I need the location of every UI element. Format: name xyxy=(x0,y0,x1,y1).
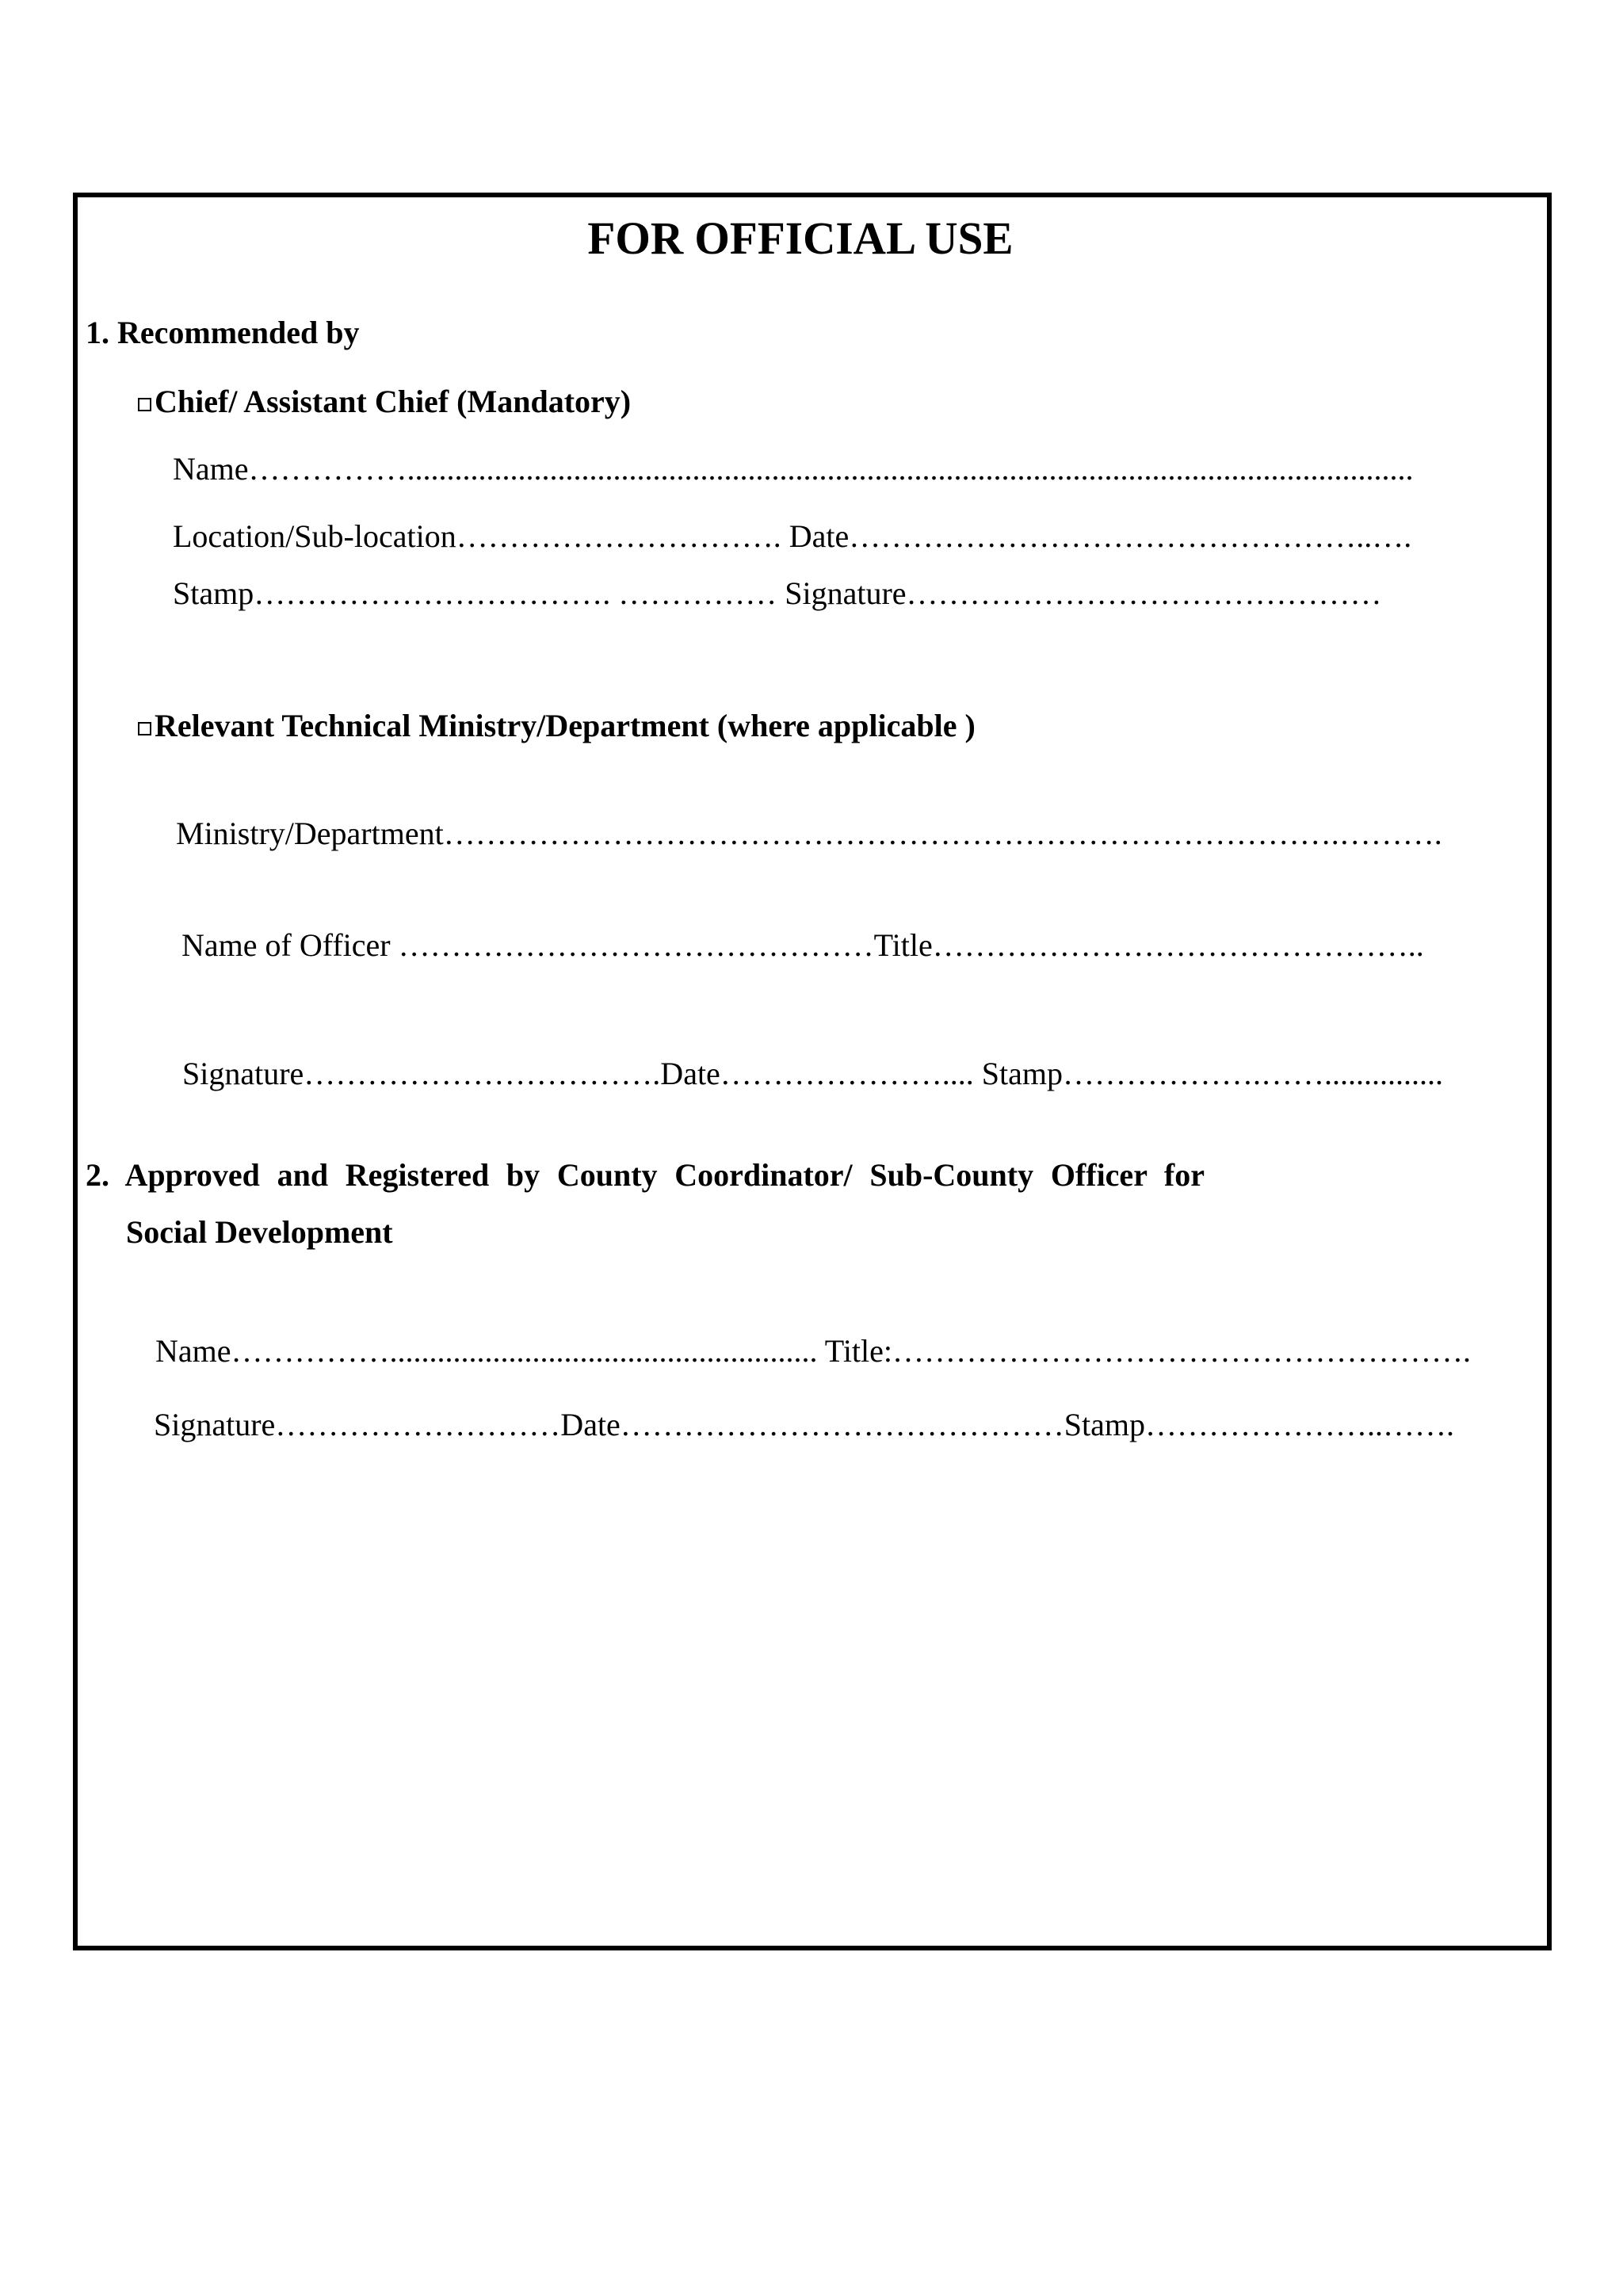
chief-stamp-signature-field[interactable]: Stamp……………………………. …………… Signature……………………………………… xyxy=(173,575,1382,611)
ministry-option-label: Relevant Technical Ministry/Department (where applicable ) xyxy=(155,708,976,743)
approver-signature-date-stamp-field[interactable]: Signature………………………Date……………………………………Stamp…………………..……. xyxy=(154,1407,1455,1442)
ministry-signature-date-stamp-field[interactable]: Signature…………………………….Date………………….... Stamp……………….……............... xyxy=(182,1056,1444,1091)
ministry-checkbox[interactable] xyxy=(138,722,151,735)
ministry-option[interactable] xyxy=(138,710,976,742)
ministry-department-field[interactable]: Ministry/Department………………………………………………………………………….………. xyxy=(176,816,1442,851)
form-title: FOR OFFICIAL USE xyxy=(587,212,1014,264)
chief-checkbox[interactable] xyxy=(138,398,151,411)
section1-heading: 1. Recommended by xyxy=(86,315,360,350)
approver-name-title-field[interactable]: Name……………...................................................... Title:………………………………………………. xyxy=(155,1333,1472,1369)
chief-option-label: Chief/ Assistant Chief (Mandatory) xyxy=(155,384,632,419)
chief-name-field[interactable]: Name……………............................................................................................................................... xyxy=(173,451,1414,487)
officer-name-title-field[interactable]: Name of Officer ………………………………………Title……………………………………….. xyxy=(181,927,1424,963)
section2-heading-continued: Social Development xyxy=(126,1214,393,1250)
chief-location-date-field[interactable]: Location/Sub-location…………………………. Date…………………………………………..…. xyxy=(173,518,1412,554)
section2-heading: 2. Approved and Registered by County Coordinator/ Sub-County Officer for xyxy=(86,1157,1205,1193)
chief-option[interactable] xyxy=(138,386,631,418)
